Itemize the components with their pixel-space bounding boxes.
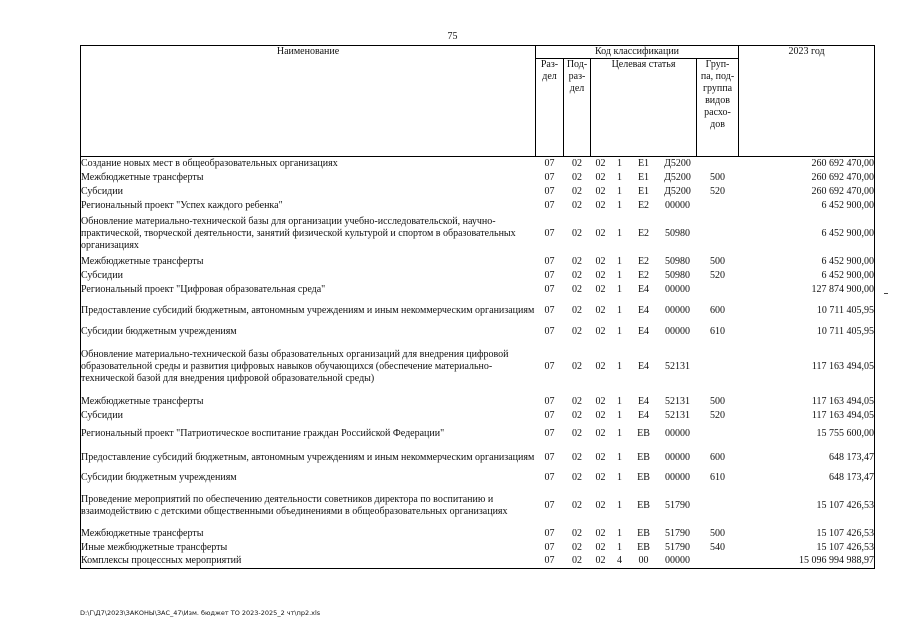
cell-razdel: 07: [544, 409, 555, 421]
cell-target-1: 02: [595, 283, 606, 295]
header-razdel: Раз- дел: [536, 59, 564, 157]
cell-target-4: Д5200: [664, 171, 691, 183]
cell-target-4: 00000: [665, 451, 690, 463]
cell-target-4: Д5200: [664, 157, 691, 169]
cell-target-4: 51790: [665, 527, 690, 539]
cell-amount: 15 107 426,53: [739, 527, 875, 541]
cell-target-3: ЕВ: [637, 471, 650, 483]
cell-target-4: 00000: [665, 471, 690, 483]
row-name: Субсидии: [81, 269, 536, 283]
cell-target-2: 1: [617, 427, 622, 439]
cell-amount: 6 452 900,00: [739, 269, 875, 283]
header-target: Целевая статья: [591, 59, 697, 157]
table-row: [81, 325, 875, 339]
cell-target-2: 1: [617, 304, 622, 316]
cell-target-1: 02: [595, 227, 606, 239]
cell-target-1: 02: [595, 255, 606, 267]
cell-razdel: 07: [544, 185, 555, 197]
page-number: 75: [447, 31, 458, 42]
cell-target-4: 50980: [665, 227, 690, 239]
cell-target-2: 1: [617, 325, 622, 337]
row-name: Межбюджетные трансферты: [81, 255, 536, 269]
row-name: Предоставление субсидий бюджетным, автономным учреждениям и иным некоммерческим организациям: [81, 445, 536, 471]
cell-razdel: 07: [544, 255, 555, 267]
cell-group: 600: [710, 304, 726, 316]
table-row: [81, 157, 875, 171]
cell-target-2: 1: [617, 541, 622, 553]
cell-target-1: 02: [595, 325, 606, 337]
cell-target-1: 02: [595, 304, 606, 316]
table-row: [81, 339, 875, 395]
table-row: [81, 269, 875, 283]
table-row: [81, 445, 875, 471]
cell-podrazdel: 02: [572, 541, 582, 553]
row-name: Региональный проект "Цифровая образовательная среда": [81, 283, 536, 297]
cell-podrazdel: 02: [572, 471, 582, 483]
cell-amount: 10 711 405,95: [739, 325, 875, 339]
cell-target-3: Е4: [637, 304, 650, 316]
cell-target-4: 50980: [665, 269, 690, 281]
cell-target-2: 1: [617, 395, 622, 407]
cell-target-1: 02: [595, 451, 606, 463]
cell-target-3: Е2: [637, 255, 650, 267]
cell-target-4: Д5200: [664, 185, 691, 197]
cell-group: 600: [710, 451, 726, 463]
row-name: Предоставление субсидий бюджетным, автономным учреждениям и иным некоммерческим организациям: [81, 297, 536, 325]
cell-razdel: 07: [544, 499, 555, 511]
cell-target-2: 1: [617, 451, 622, 463]
cell-podrazdel: 02: [572, 269, 582, 281]
cell-razdel: 07: [544, 199, 555, 211]
cell-target-2: 1: [617, 199, 622, 211]
cell-amount: 260 692 470,00: [739, 171, 875, 185]
cell-target-3: Е1: [637, 157, 650, 169]
cell-group: [697, 199, 739, 213]
cell-razdel: 07: [544, 527, 555, 539]
table-row: [81, 541, 875, 555]
cell-razdel: 07: [544, 325, 555, 337]
cell-target-4: 00000: [659, 555, 697, 569]
cell-group: [697, 555, 739, 569]
cell-amount: 6 452 900,00: [739, 255, 875, 269]
cell-target-1: 02: [595, 171, 606, 183]
header-year: 2023 год: [739, 46, 875, 157]
table-row: [81, 471, 875, 485]
row-name: Проведение мероприятий по обеспечению деятельности советников директора по воспитанию и взаимодействию с детскими общественными объединениями в общеобразовательных организациях: [81, 485, 536, 527]
cell-target-4: 51790: [665, 541, 690, 553]
cell-group: 520: [710, 269, 726, 281]
cell-target-3: Е4: [637, 325, 650, 337]
budget-table: [80, 45, 875, 569]
cell-group: 500: [710, 171, 726, 183]
table-row: [81, 395, 875, 409]
cell-target-1: 02: [595, 199, 606, 211]
cell-podrazdel: 02: [572, 499, 582, 511]
cell-razdel: 07: [544, 157, 555, 169]
cell-podrazdel: 02: [572, 157, 582, 169]
cell-target-1: 02: [595, 527, 606, 539]
cell-amount: 648 173,47: [739, 445, 875, 471]
cell-target-1: 02: [595, 427, 606, 439]
cell-target-1: 02: [595, 499, 606, 511]
row-name: Комплексы процессных мероприятий: [81, 555, 536, 569]
cell-amount: 117 163 494,05: [739, 409, 875, 423]
cell-target-2: 4: [611, 555, 629, 569]
cell-group: [697, 283, 739, 297]
cell-razdel: 07: [544, 471, 555, 483]
cell-razdel: 07: [544, 269, 555, 281]
cell-group: 500: [710, 395, 726, 407]
cell-target-3: Е4: [637, 395, 650, 407]
cell-target-1: 02: [595, 360, 606, 372]
row-name: Обновление материально-технической базы для организации учебно-исследовательской, научно-практической, творческой деятельности, занятий физической культурой и спортом в образовательных организациях: [81, 213, 536, 255]
cell-target-1: 02: [591, 555, 611, 569]
cell-target-3: Е2: [637, 199, 650, 211]
cell-podrazdel: 02: [572, 451, 582, 463]
header-row-1: [81, 46, 875, 59]
cell-target-2: 1: [617, 227, 622, 239]
cell-target-3: ЕВ: [637, 451, 650, 463]
table-row: [81, 171, 875, 185]
cell-target-1: 02: [595, 157, 606, 169]
cell-target-2: 1: [617, 409, 622, 421]
cell-target-2: 1: [617, 499, 622, 511]
cell-target-3: Е2: [637, 227, 650, 239]
cell-target-1: 02: [595, 409, 606, 421]
cell-amount: 10 711 405,95: [739, 297, 875, 325]
cell-target-3: ЕВ: [637, 499, 650, 511]
cell-target-2: 1: [617, 185, 622, 197]
row-name: Региональный проект "Патриотическое воспитание граждан Российской Федерации": [81, 423, 536, 445]
cell-target-2: 1: [617, 283, 622, 295]
cell-target-3: Е2: [637, 269, 650, 281]
cell-target-3: Е4: [637, 409, 650, 421]
table-row: [81, 409, 875, 423]
table-row: [81, 185, 875, 199]
cell-target-3: ЕВ: [637, 527, 650, 539]
cell-group: 500: [710, 255, 726, 267]
table-row: [81, 199, 875, 213]
table-row: [81, 527, 875, 541]
cell-amount: 6 452 900,00: [739, 199, 875, 213]
cell-target-3: ЕВ: [637, 541, 650, 553]
cell-razdel: 07: [544, 171, 555, 183]
table-row: [81, 555, 875, 569]
cell-target-2: 1: [617, 255, 622, 267]
cell-podrazdel: 02: [564, 555, 591, 569]
cell-group: [697, 423, 739, 445]
cell-amount: 6 452 900,00: [739, 213, 875, 255]
cell-target-2: 1: [617, 471, 622, 483]
cell-target-4: 52131: [665, 360, 690, 372]
cell-group: 540: [710, 541, 726, 553]
cell-amount: 15 107 426,53: [739, 485, 875, 527]
cell-target-3: Е1: [637, 185, 650, 197]
cell-amount: 15 107 426,53: [739, 541, 875, 555]
table-row: [81, 255, 875, 269]
cell-razdel: 07: [544, 541, 555, 553]
cell-podrazdel: 02: [572, 409, 582, 421]
cell-group: [697, 485, 739, 527]
cell-razdel: 07: [544, 395, 555, 407]
cell-razdel: 07: [544, 451, 555, 463]
row-name: Межбюджетные трансферты: [81, 171, 536, 185]
cell-podrazdel: 02: [572, 171, 582, 183]
cell-podrazdel: 02: [572, 185, 582, 197]
cell-podrazdel: 02: [572, 527, 582, 539]
cell-razdel: 07: [544, 227, 555, 239]
cell-target-2: 1: [617, 171, 622, 183]
cell-target-4: 00000: [665, 199, 690, 211]
cell-group: [697, 157, 739, 171]
row-name: Субсидии бюджетным учреждениям: [81, 325, 536, 339]
cell-target-4: 00000: [665, 427, 690, 439]
table-row: [81, 423, 875, 445]
row-name: Субсидии: [81, 185, 536, 199]
table-row: [81, 297, 875, 325]
cell-group: 610: [710, 471, 726, 483]
cell-amount: 117 163 494,05: [739, 339, 875, 395]
cell-group: 500: [710, 527, 726, 539]
row-name: Межбюджетные трансферты: [81, 395, 536, 409]
header-group: Груп- па, под- группа видов расхо- дов: [697, 59, 739, 157]
cell-razdel: 07: [544, 427, 555, 439]
cell-podrazdel: 02: [572, 255, 582, 267]
table-row: [81, 213, 875, 255]
cell-podrazdel: 02: [572, 199, 582, 211]
cell-podrazdel: 02: [572, 227, 582, 239]
cell-target-4: 50980: [665, 255, 690, 267]
cell-target-3: Е4: [637, 283, 650, 295]
row-name: Иные межбюджетные трансферты: [81, 541, 536, 555]
table-body: [81, 157, 875, 569]
cell-razdel: 07: [544, 283, 555, 295]
cell-target-4: 52131: [665, 395, 690, 407]
cell-group: 520: [710, 409, 726, 421]
cell-amount: 15 096 994 988,97: [739, 555, 875, 569]
cell-podrazdel: 02: [572, 395, 582, 407]
cell-amount: 127 874 900,00: [739, 283, 875, 297]
cell-group: [697, 339, 739, 395]
cell-group: 520: [710, 185, 726, 197]
row-name: Субсидии бюджетным учреждениям: [81, 471, 536, 485]
cell-podrazdel: 02: [572, 283, 582, 295]
cell-amount: 117 163 494,05: [739, 395, 875, 409]
cell-razdel: 07: [544, 304, 555, 316]
cell-podrazdel: 02: [572, 325, 582, 337]
cell-group: [697, 213, 739, 255]
header-code: Код классификации: [536, 46, 739, 59]
cell-target-3: 00: [629, 555, 659, 569]
cell-target-2: 1: [617, 360, 622, 372]
cell-target-4: 00000: [665, 283, 690, 295]
table-row: [81, 485, 875, 527]
cell-target-1: 02: [595, 541, 606, 553]
row-name: Региональный проект "Успех каждого ребенка": [81, 199, 536, 213]
cell-podrazdel: 02: [572, 360, 582, 372]
cell-podrazdel: 02: [572, 304, 582, 316]
cell-podrazdel: 02: [572, 427, 582, 439]
header-name: Наименование: [81, 46, 536, 157]
header-podrazdel: Под- раз- дел: [564, 59, 591, 157]
row-name: Межбюджетные трансферты: [81, 527, 536, 541]
cell-amount: 15 755 600,00: [739, 423, 875, 445]
cell-target-1: 02: [595, 395, 606, 407]
cell-target-4: 00000: [665, 325, 690, 337]
cell-target-2: 1: [617, 527, 622, 539]
cell-amount: 648 173,47: [739, 471, 875, 485]
row-name: Создание новых мест в общеобразовательных организациях: [81, 157, 536, 171]
cell-target-2: 1: [617, 269, 622, 281]
cell-target-2: 1: [617, 157, 622, 169]
cell-razdel: 07: [536, 555, 564, 569]
cell-target-1: 02: [595, 185, 606, 197]
table-row: [81, 283, 875, 297]
cell-target-3: Е4: [637, 360, 650, 372]
cell-amount: 260 692 470,00: [739, 157, 875, 171]
cell-target-1: 02: [595, 269, 606, 281]
cell-target-3: ЕВ: [637, 427, 650, 439]
file-path-footer: D:\Г\Д7\2023\ЗАКОНЫ\ЗАС_47\Изм. бюджет ТО 2023-2025_2 чт\пр2.xls: [80, 609, 321, 617]
cell-group: 610: [710, 325, 726, 337]
cell-target-4: 52131: [665, 409, 690, 421]
margin-mark: [884, 293, 888, 294]
row-name: Обновление материально-технической базы образовательных организаций для внедрения цифровой образовательной среды и развития цифровых навыков обучающихся (обеспечение материально-технической базой для внедрения цифровой образовательной среды): [81, 339, 536, 395]
cell-target-4: 00000: [665, 304, 690, 316]
cell-amount: 260 692 470,00: [739, 185, 875, 199]
row-name: Субсидии: [81, 409, 536, 423]
cell-target-4: 51790: [665, 499, 690, 511]
cell-target-1: 02: [595, 471, 606, 483]
cell-razdel: 07: [544, 360, 555, 372]
cell-target-3: Е1: [637, 171, 650, 183]
